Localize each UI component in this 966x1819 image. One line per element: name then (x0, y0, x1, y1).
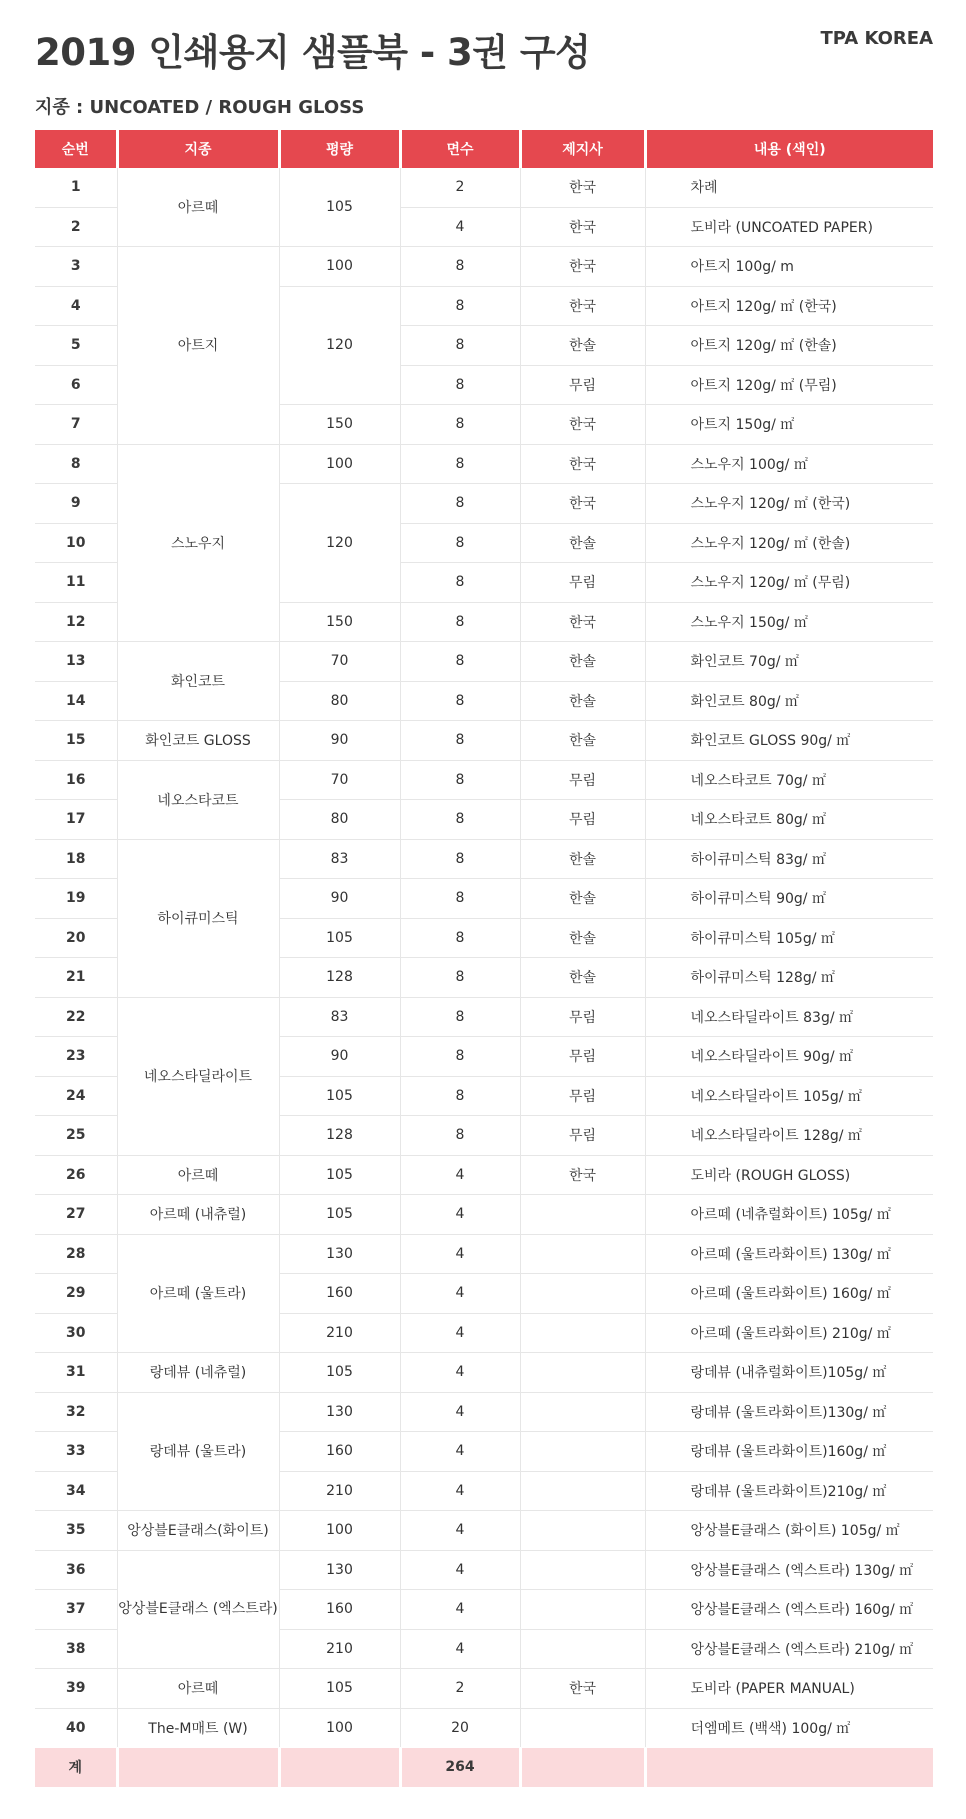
table-row (35, 839, 933, 879)
cell-maker: 무림 (520, 563, 645, 603)
cell-pages: 8 (400, 563, 520, 603)
cell-paper-type: 아트지 (117, 247, 279, 445)
cell-weight: 105 (279, 1353, 400, 1393)
cell-weight: 100 (279, 1708, 400, 1748)
cell-content: 네오스타딜라이트 105g/ ㎡ (645, 1076, 933, 1116)
cell-weight: 160 (279, 1274, 400, 1314)
cell-no: 30 (35, 1313, 117, 1353)
cell-content: 화인코트 80g/ ㎡ (645, 681, 933, 721)
cell-pages: 8 (400, 444, 520, 484)
cell-weight: 150 (279, 405, 400, 445)
page-title: 2019 인쇄용지 샘플북 - 3권 구성 (35, 31, 591, 74)
cell-no: 26 (35, 1155, 117, 1195)
cell-no: 4 (35, 286, 117, 326)
total-empty-maker (520, 1748, 645, 1787)
table-row (35, 1195, 933, 1235)
cell-no: 15 (35, 721, 117, 761)
cell-no: 35 (35, 1511, 117, 1551)
cell-weight: 100 (279, 247, 400, 287)
cell-content: 차례 (645, 168, 933, 207)
cell-content: 앙상블E클래스 (엑스트라) 210g/ ㎡ (645, 1629, 933, 1669)
cell-maker: 무림 (520, 1076, 645, 1116)
cell-content: 아르떼 (울트라화이트) 160g/ ㎡ (645, 1274, 933, 1314)
cell-maker (520, 1313, 645, 1353)
cell-maker: 무림 (520, 1037, 645, 1077)
cell-maker (520, 1629, 645, 1669)
cell-content: 앙상블E클래스 (화이트) 105g/ ㎡ (645, 1511, 933, 1551)
cell-pages: 4 (400, 1629, 520, 1669)
cell-no: 6 (35, 365, 117, 405)
cell-pages: 4 (400, 1432, 520, 1472)
cell-paper-type: 랑데뷰 (울트라) (117, 1392, 279, 1511)
cell-no: 1 (70, 179, 81, 196)
table-header-row (35, 130, 933, 168)
cell-maker: 한솔 (520, 839, 645, 879)
cell-maker: 한국 (520, 286, 645, 326)
cell-paper-type: 아르떼 (117, 1155, 279, 1195)
cell-no: 12 (35, 602, 117, 642)
cell-pages: 8 (400, 721, 520, 761)
cell-weight: 100 (279, 444, 400, 484)
cell-maker: 한국 (520, 405, 645, 445)
header-maker: 제지사 (520, 130, 645, 168)
table-row (35, 1708, 933, 1748)
cell-maker: 한국 (520, 168, 645, 207)
table-row (35, 642, 933, 682)
cell-paper-type: 아르떼 (117, 168, 279, 247)
cell-pages: 8 (400, 681, 520, 721)
cell-maker: 한솔 (520, 642, 645, 682)
cell-content: 하이큐미스틱 83g/ ㎡ (645, 839, 933, 879)
cell-pages: 20 (400, 1708, 520, 1748)
cell-no: 23 (35, 1037, 117, 1077)
cell-pages: 8 (400, 405, 520, 445)
cell-content: 도비라 (ROUGH GLOSS) (645, 1155, 933, 1195)
cell-maker: 한국 (520, 1155, 645, 1195)
cell-paper-type: The-M매트 (W) (117, 1708, 279, 1748)
cell-content: 랑데뷰 (울트라화이트)160g/ ㎡ (645, 1432, 933, 1472)
cell-no: 14 (35, 681, 117, 721)
cell-pages: 8 (400, 602, 520, 642)
cell-weight: 105 (279, 918, 400, 958)
cell-maker: 한솔 (520, 958, 645, 998)
cell-pages: 8 (400, 1076, 520, 1116)
sample-book-table (35, 130, 933, 1787)
cell-paper-type: 화인코트 (117, 642, 279, 721)
cell-pages: 8 (400, 800, 520, 840)
cell-weight: 105 (279, 1669, 400, 1709)
cell-maker (520, 1590, 645, 1630)
cell-content: 하이큐미스틱 128g/ ㎡ (645, 958, 933, 998)
header-weight: 평량 (279, 130, 400, 168)
cell-pages: 8 (400, 1037, 520, 1077)
cell-no: 10 (35, 523, 117, 563)
cell-pages: 2 (400, 1669, 520, 1709)
cell-no: 9 (35, 484, 117, 524)
cell-pages: 2 (400, 168, 520, 207)
cell-no: 37 (35, 1590, 117, 1630)
cell-pages: 8 (400, 523, 520, 563)
cell-content: 랑데뷰 (내츄럴화이트)105g/ ㎡ (645, 1353, 933, 1393)
header-pages: 면수 (400, 130, 520, 168)
cell-weight: 83 (279, 997, 400, 1037)
cell-content: 네오스타코트 70g/ ㎡ (645, 760, 933, 800)
cell-maker: 무림 (520, 800, 645, 840)
cell-pages: 8 (400, 958, 520, 998)
table-row (35, 1669, 933, 1709)
cell-no: 5 (35, 326, 117, 366)
cell-content: 아르떼 (울트라화이트) 130g/ ㎡ (645, 1234, 933, 1274)
cell-pages: 8 (400, 839, 520, 879)
cell-pages: 4 (400, 1471, 520, 1511)
table-row (35, 247, 933, 287)
cell-maker (520, 1234, 645, 1274)
cell-maker: 무림 (520, 997, 645, 1037)
cell-pages: 8 (400, 484, 520, 524)
table-row (35, 1392, 933, 1432)
table-row (35, 444, 933, 484)
cell-pages: 4 (400, 1234, 520, 1274)
cell-pages: 8 (400, 286, 520, 326)
cell-weight: 150 (279, 602, 400, 642)
cell-paper-type: 네오스타코트 (117, 760, 279, 839)
cell-maker: 무림 (520, 365, 645, 405)
total-row (35, 1748, 933, 1787)
cell-weight: 70 (279, 642, 400, 682)
cell-no: 28 (35, 1234, 117, 1274)
cell-maker: 한국 (520, 1669, 645, 1709)
cell-no: 40 (35, 1708, 117, 1748)
cell-maker (520, 1195, 645, 1235)
cell-pages: 8 (400, 1116, 520, 1156)
cell-content: 화인코트 70g/ ㎡ (645, 642, 933, 682)
table-row (35, 1353, 933, 1393)
cell-weight: 128 (279, 958, 400, 998)
table-row (35, 997, 933, 1037)
table-row (35, 1511, 933, 1551)
cell-no: 7 (35, 405, 117, 445)
total-label: 계 (35, 1748, 117, 1787)
cell-content: 앙상블E클래스 (엑스트라) 160g/ ㎡ (645, 1590, 933, 1630)
cell-maker (520, 1471, 645, 1511)
cell-no: 11 (35, 563, 117, 603)
cell-no: 20 (35, 918, 117, 958)
cell-pages: 4 (400, 1590, 520, 1630)
cell-content: 아트지 150g/ ㎡ (645, 405, 933, 445)
cell-no: 39 (35, 1669, 117, 1709)
cell-no: 3 (35, 247, 117, 287)
cell-paper-type: 아르떼 (내츄럴) (117, 1195, 279, 1235)
cell-paper-type: 스노우지 (117, 444, 279, 642)
cell-pages: 4 (400, 1155, 520, 1195)
cell-pages: 4 (400, 1313, 520, 1353)
total-empty-type (117, 1748, 279, 1787)
cell-weight: 210 (279, 1471, 400, 1511)
cell-no: 19 (35, 879, 117, 919)
cell-content: 스노우지 150g/ ㎡ (645, 602, 933, 642)
cell-maker: 한국 (520, 602, 645, 642)
cell-weight: 210 (279, 1313, 400, 1353)
header-content: 내용 (색인) (645, 130, 933, 168)
table-row (35, 1155, 933, 1195)
header-no: 순번 (35, 130, 117, 168)
cell-content: 아르떼 (울트라화이트) 210g/ ㎡ (645, 1313, 933, 1353)
cell-weight: 210 (279, 1629, 400, 1669)
cell-weight: 160 (279, 1432, 400, 1472)
cell-weight: 105 (279, 1195, 400, 1235)
cell-pages: 8 (400, 997, 520, 1037)
cell-pages: 4 (400, 1511, 520, 1551)
paper-type-subtitle: 지종 : UNCOATED / ROUGH GLOSS (35, 97, 365, 118)
table-row (35, 1234, 933, 1274)
cell-maker (520, 1550, 645, 1590)
table-row (35, 721, 933, 761)
cell-no: 16 (35, 760, 117, 800)
cell-pages: 8 (400, 247, 520, 287)
brand-label: TPA KOREA (820, 28, 933, 49)
cell-content: 더엠메트 (백색) 100g/ ㎡ (645, 1708, 933, 1748)
cell-maker: 무림 (520, 1116, 645, 1156)
cell-weight: 83 (279, 839, 400, 879)
cell-pages: 4 (400, 1353, 520, 1393)
cell-no: 17 (35, 800, 117, 840)
table-row (35, 760, 933, 800)
cell-weight: 130 (279, 1392, 400, 1432)
cell-no: 38 (35, 1629, 117, 1669)
cell-pages: 8 (400, 365, 520, 405)
table-row (35, 1550, 933, 1590)
cell-weight: 130 (279, 1550, 400, 1590)
cell-content: 아트지 120g/ ㎡ (한국) (645, 286, 933, 326)
cell-maker: 무림 (520, 760, 645, 800)
cell-maker: 한솔 (520, 681, 645, 721)
cell-content: 하이큐미스틱 90g/ ㎡ (645, 879, 933, 919)
cell-content: 스노우지 120g/ ㎡ (무림) (645, 563, 933, 603)
cell-pages: 8 (400, 642, 520, 682)
cell-weight: 90 (279, 1037, 400, 1077)
cell-weight: 105 (279, 1155, 400, 1195)
cell-content: 아트지 120g/ ㎡ (한솔) (645, 326, 933, 366)
cell-maker: 한솔 (520, 918, 645, 958)
cell-maker (520, 1432, 645, 1472)
cell-no: 8 (35, 444, 117, 484)
cell-pages: 4 (400, 1195, 520, 1235)
cell-maker (520, 1708, 645, 1748)
cell-no: 32 (35, 1392, 117, 1432)
cell-paper-type: 화인코트 GLOSS (117, 721, 279, 761)
cell-no: 29 (35, 1274, 117, 1314)
cell-pages: 8 (400, 326, 520, 366)
cell-weight: 120 (279, 286, 400, 405)
cell-weight: 100 (279, 1511, 400, 1551)
cell-content: 아르떼 (네츄럴화이트) 105g/ ㎡ (645, 1195, 933, 1235)
cell-weight: 90 (279, 879, 400, 919)
cell-no: 13 (35, 642, 117, 682)
cell-content: 스노우지 120g/ ㎡ (한솔) (645, 523, 933, 563)
cell-paper-type: 아르떼 (울트라) (117, 1234, 279, 1353)
cell-content: 하이큐미스틱 105g/ ㎡ (645, 918, 933, 958)
cell-pages: 4 (400, 1274, 520, 1314)
cell-weight: 160 (279, 1590, 400, 1630)
cell-maker: 한솔 (520, 326, 645, 366)
cell-content: 네오스타딜라이트 83g/ ㎡ (645, 997, 933, 1037)
cell-weight: 130 (279, 1234, 400, 1274)
cell-no: 31 (35, 1353, 117, 1393)
header-paper-type: 지종 (117, 130, 279, 168)
total-empty-weight (279, 1748, 400, 1787)
cell-pages: 4 (400, 1550, 520, 1590)
cell-pages: 4 (400, 207, 520, 247)
cell-weight: 128 (279, 1116, 400, 1156)
cell-content: 아트지 120g/ ㎡ (무림) (645, 365, 933, 405)
cell-paper-type: 앙상블E클래스(화이트) (117, 1511, 279, 1551)
cell-content: 네오스타딜라이트 90g/ ㎡ (645, 1037, 933, 1077)
cell-pages: 8 (400, 918, 520, 958)
cell-maker: 한국 (520, 484, 645, 524)
cell-weight: 80 (279, 800, 400, 840)
cell-no: 27 (35, 1195, 117, 1235)
cell-paper-type: 랑데뷰 (네츄럴) (117, 1353, 279, 1393)
cell-pages: 4 (400, 1392, 520, 1432)
cell-content: 화인코트 GLOSS 90g/ ㎡ (645, 721, 933, 761)
cell-no: 24 (35, 1076, 117, 1116)
cell-maker: 한국 (520, 247, 645, 287)
cell-weight: 120 (279, 484, 400, 603)
cell-paper-type: 하이큐미스틱 (117, 839, 279, 997)
total-empty-content (645, 1748, 933, 1787)
cell-content: 도비라 (UNCOATED PAPER) (645, 207, 933, 247)
cell-content: 네오스타딜라이트 128g/ ㎡ (645, 1116, 933, 1156)
cell-weight: 105 (279, 168, 400, 247)
cell-no: 22 (35, 997, 117, 1037)
cell-maker: 한솔 (520, 879, 645, 919)
cell-maker (520, 1392, 645, 1432)
cell-no: 2 (35, 207, 117, 247)
cell-maker: 한국 (520, 444, 645, 484)
cell-no: 34 (35, 1471, 117, 1511)
cell-maker (520, 1274, 645, 1314)
cell-no: 33 (35, 1432, 117, 1472)
cell-content: 아트지 100g/ m (645, 247, 933, 287)
cell-paper-type: 네오스타딜라이트 (117, 997, 279, 1155)
cell-weight: 105 (279, 1076, 400, 1116)
cell-pages: 8 (400, 879, 520, 919)
cell-content: 앙상블E클래스 (엑스트라) 130g/ ㎡ (645, 1550, 933, 1590)
cell-weight: 90 (279, 721, 400, 761)
cell-paper-type: 앙상블E클래스 (엑스트라) (117, 1550, 279, 1669)
cell-content: 랑데뷰 (울트라화이트)130g/ ㎡ (645, 1392, 933, 1432)
cell-maker: 한솔 (520, 523, 645, 563)
cell-no: 36 (35, 1550, 117, 1590)
cell-weight: 70 (279, 760, 400, 800)
cell-weight: 80 (279, 681, 400, 721)
cell-content: 도비라 (PAPER MANUAL) (645, 1669, 933, 1709)
cell-maker (520, 1511, 645, 1551)
cell-pages: 8 (400, 760, 520, 800)
cell-content: 랑데뷰 (울트라화이트)210g/ ㎡ (645, 1471, 933, 1511)
cell-no: 18 (35, 839, 117, 879)
cell-no: 21 (35, 958, 117, 998)
cell-maker (520, 1353, 645, 1393)
cell-content: 스노우지 120g/ ㎡ (한국) (645, 484, 933, 524)
cell-no: 25 (35, 1116, 117, 1156)
cell-maker: 한국 (520, 207, 645, 247)
total-pages: 264 (400, 1748, 520, 1787)
cell-content: 스노우지 100g/ ㎡ (645, 444, 933, 484)
cell-content: 네오스타코트 80g/ ㎡ (645, 800, 933, 840)
table-row (35, 168, 933, 207)
cell-paper-type: 아르떼 (117, 1669, 279, 1709)
cell-maker: 한솔 (520, 721, 645, 761)
